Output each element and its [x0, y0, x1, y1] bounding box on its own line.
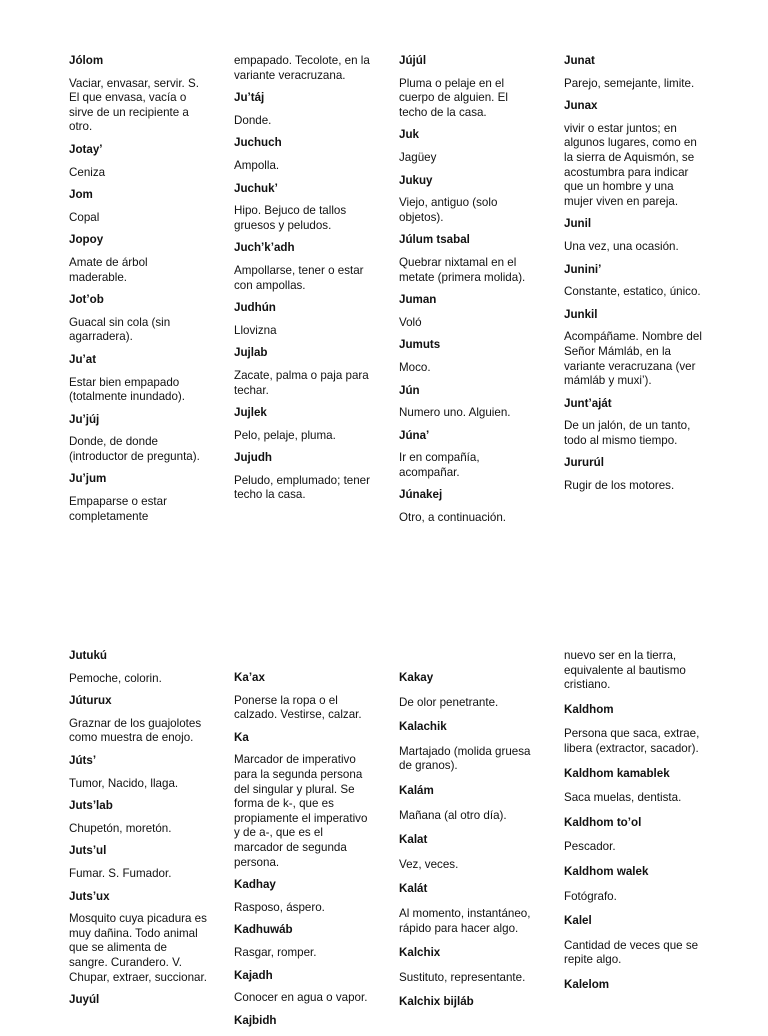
entry-term: Kadhuwáb	[234, 923, 293, 937]
entry-term: Juchuch	[234, 136, 282, 150]
entry-term: Júts’	[69, 753, 97, 767]
entry-term: Jom	[69, 188, 93, 202]
entry-term: Junat	[564, 54, 595, 67]
entry-definition: Graznar de los guajolotes como muestra de enojo.	[69, 716, 202, 745]
entry-definition: nuevo ser en la tierra, equivalente al bautismo cristiano.	[564, 649, 686, 692]
entry-definition: Otro, a continuación.	[399, 511, 506, 525]
entry-term: Ju’at	[69, 352, 97, 366]
entry-term: Kaldhom walek	[564, 864, 649, 878]
entry-definition: Ceniza	[69, 165, 106, 179]
entry-definition: Mosquito cuya picadura es muy dañina. Todo animal que se alimenta de sangre. Curandero. V. Chupar, extraer, succionar.	[69, 912, 207, 984]
entry-definition: Rugir de los motores.	[564, 479, 675, 493]
entry-definition: Fumar. S. Fumador.	[69, 866, 172, 880]
entry-term: Kalát	[399, 882, 428, 896]
entry-term: Kalat	[399, 833, 428, 847]
column-4	[564, 54, 702, 502]
entry-term: Kadhay	[234, 878, 276, 892]
entry-definition: Pelo, pelaje, pluma.	[234, 428, 336, 442]
entry-definition: Numero uno. Alguien.	[399, 406, 511, 420]
entry-definition: De un jalón, de un tanto, todo al mismo tiempo.	[564, 419, 691, 447]
entry-term: Jutukú	[69, 649, 108, 662]
entry-definition: Guacal sin cola (sin agarradera).	[69, 315, 171, 344]
entry-term: Jumuts	[399, 338, 441, 352]
entry-definition: Voló	[399, 315, 422, 329]
entry-term: Júturux	[69, 694, 112, 708]
entry-definition: Constante, estatico, único.	[564, 285, 701, 299]
entry-term: Kajbidh	[234, 1013, 277, 1027]
entry-term: Jotay’	[69, 142, 103, 156]
entry-definition: Chupetón, moretón.	[69, 821, 172, 835]
entry-term: Jujudh	[234, 451, 272, 465]
entry-definition: Fotógrafo.	[564, 889, 617, 903]
entry-term: Juyúl	[69, 993, 100, 1007]
entry-term: Júna’	[399, 428, 430, 442]
entry-definition: Vaciar, envasar, servir. S. El que envasa, vacía o sirve de un recipiente a otro.	[69, 76, 199, 134]
entry-term: Ka	[234, 730, 249, 744]
entry-definition: Al momento, instantáneo, rápido para hacer algo.	[399, 906, 531, 935]
entry-term: Junt’aját	[564, 396, 612, 410]
entry-term: Júnakej	[399, 488, 443, 502]
entry-term: Ju’júj	[69, 412, 100, 426]
entry-term: Ju’táj	[234, 91, 265, 105]
entry-definition: Sustituto, representante.	[399, 970, 526, 984]
entry-term: Kakay	[399, 671, 434, 684]
entry-definition: Conocer en agua o vapor.	[234, 991, 368, 1005]
entry-term: Kaldhom kamablek	[564, 766, 670, 780]
entry-term: Jujlek	[234, 406, 267, 420]
entry-term: Kalelom	[564, 977, 610, 991]
column-8	[564, 649, 702, 1003]
entry-definition: Pluma o pelaje en el cuerpo de alguien. El techo de la casa.	[399, 76, 508, 119]
entry-term: Junil	[564, 217, 592, 231]
entry-term: Kalchix bijláb	[399, 995, 474, 1009]
entry-definition: Amate de árbol maderable.	[69, 255, 148, 284]
entry-definition: Rasgar, romper.	[234, 945, 317, 959]
column-2	[234, 54, 372, 511]
entry-definition: Tumor, Nacido, llaga.	[69, 776, 179, 790]
column-3	[399, 54, 537, 534]
entry-term: Jújúl	[399, 54, 427, 67]
entry-definition: Donde, de donde (introductor de pregunta).	[69, 435, 200, 463]
entry-definition: Peludo, emplumado; tener techo la casa.	[234, 473, 370, 502]
entry-definition: Rasposo, áspero.	[234, 900, 325, 914]
entry-term: Kajadh	[234, 968, 273, 982]
entry-term: Juts’ux	[69, 889, 110, 903]
entry-term: Jot’ob	[69, 293, 104, 307]
entry-definition: Empaparse o estar completamente	[69, 495, 167, 523]
entry-definition: Pescador.	[564, 840, 616, 854]
entry-definition: Cantidad de veces que se repite algo.	[564, 938, 699, 967]
entry-definition: Hipo. Bejuco de tallos gruesos y peludos.	[234, 204, 347, 232]
entry-term: Junini’	[564, 262, 602, 276]
entry-term: Juchuk’	[234, 181, 278, 195]
entry-definition: Zacate, palma o paja para techar.	[234, 368, 369, 397]
entry-definition: Viejo, antiguo (solo objetos).	[399, 196, 498, 224]
column-7	[399, 671, 537, 1020]
entry-term: Kalel	[564, 914, 592, 928]
entry-term: Kalám	[399, 783, 434, 797]
entry-definition: Copal	[69, 210, 100, 224]
entry-definition: Llovizna	[234, 323, 277, 337]
entry-term: Jólom	[69, 54, 104, 67]
entry-definition: Persona que saca, extrae, libera (extractor, sacador).	[564, 727, 700, 755]
entry-definition: Estar bien empapado (totalmente inundado).	[69, 375, 186, 404]
entry-term: Ka’ax	[234, 671, 265, 684]
entry-term: Junax	[564, 99, 598, 113]
entry-term: Juch’k’adh	[234, 241, 295, 255]
entry-term: Kaldhom	[564, 702, 614, 716]
entry-term: Juts’lab	[69, 799, 113, 813]
entry-definition: Ponerse la ropa o el calzado. Vestirse, calzar.	[234, 693, 362, 722]
entry-term: Juk	[399, 128, 419, 142]
entry-term: Kalchix	[399, 946, 441, 960]
entry-term: Judhún	[234, 301, 276, 315]
entry-definition: empapado. Tecolote, en la variante veracruzana.	[234, 54, 370, 82]
entry-definition: Ampolla.	[234, 158, 280, 172]
entry-term: Kalachik	[399, 720, 447, 734]
entry-definition: Saca muelas, dentista.	[564, 791, 682, 805]
entry-definition: Marcador de imperativo para la segunda persona del singular y plural. Se forma de k-, que es propiamente el imperativo y de a-, que es el marcador de segunda persona.	[234, 753, 368, 869]
column-6	[234, 671, 372, 1036]
entry-term: Jururúl	[564, 456, 604, 470]
entry-definition: Parejo, semejante, limite.	[564, 76, 695, 90]
entry-definition: Acompáñame. Nombre del Señor Mámláb, en la variante veracruzana (ver mámláb y muxi’).	[564, 330, 702, 388]
entry-definition: Vez, veces.	[399, 857, 459, 871]
entry-definition: Ampollarse, tener o estar con ampollas.	[234, 263, 364, 292]
entry-term: Ju’jum	[69, 472, 107, 486]
entry-definition: Una vez, una ocasión.	[564, 239, 679, 253]
entry-definition: Donde.	[234, 113, 272, 127]
entry-term: Jujlab	[234, 346, 268, 360]
entry-definition: Jagüey	[399, 150, 437, 164]
entry-term: Junkil	[564, 307, 598, 321]
entry-definition: Ir en compañía, acompañar.	[399, 451, 480, 479]
entry-definition: Pemoche, colorin.	[69, 671, 162, 685]
entry-definition: vivir o estar juntos; en algunos lugares, como en la sierra de Aquismón, se acostumbra para indicar que un hombre y una mujer viven en pareja.	[564, 121, 697, 208]
entry-term: Kaldhom to’ol	[564, 815, 642, 829]
entry-term: Jukuy	[399, 173, 433, 187]
entry-definition: De olor penetrante.	[399, 695, 499, 709]
entry-term: Jún	[399, 383, 420, 397]
column-1	[69, 54, 207, 532]
entry-term: Juman	[399, 293, 437, 307]
entry-term: Jopoy	[69, 233, 104, 247]
entry-definition: Mañana (al otro día).	[399, 808, 507, 822]
entry-definition: Quebrar nixtamal en el metate (primera molida).	[399, 255, 526, 284]
column-5	[69, 649, 207, 1016]
entry-term: Juts’ul	[69, 844, 107, 858]
entry-definition: Martajado (molida gruesa de granos).	[399, 744, 531, 773]
entry-definition: Moco.	[399, 360, 431, 374]
entry-term: Júlum tsabal	[399, 233, 470, 247]
